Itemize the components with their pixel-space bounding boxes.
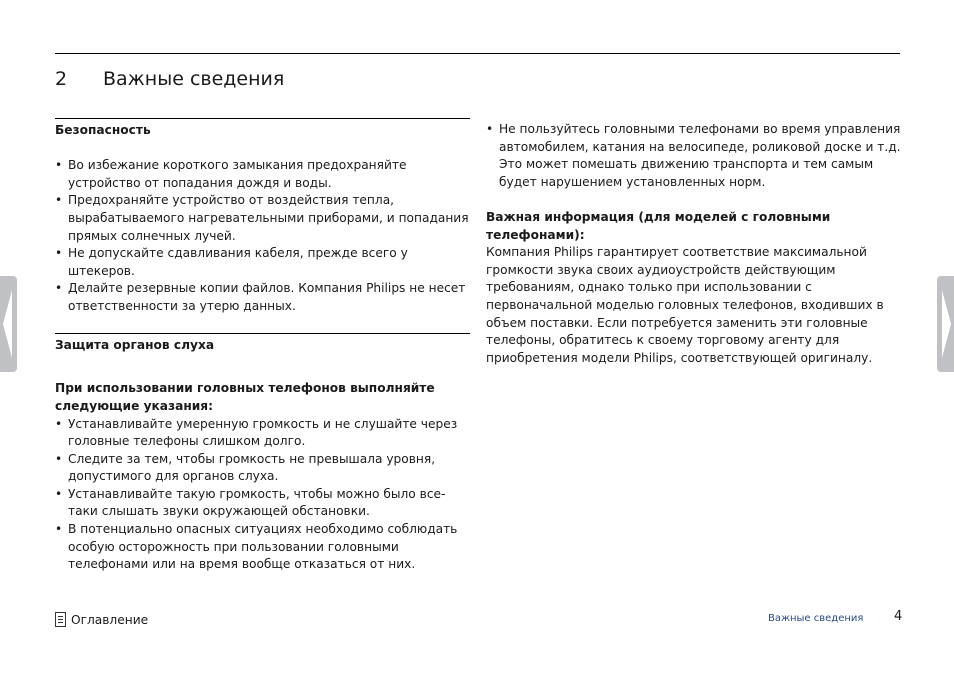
- safety-heading: Безопасность: [55, 123, 151, 137]
- safety-list: [55, 157, 470, 315]
- important-heading: Важная информация (для моделей с головными телефонами):: [486, 209, 831, 242]
- footer-section-link[interactable]: Важные сведения: [768, 613, 864, 624]
- prev-page-tab[interactable]: [0, 276, 17, 372]
- hearing-list: [55, 416, 470, 574]
- chapter-number: 2: [55, 68, 68, 90]
- list-item: • Предохраняйте устройство от воздействия тепла, вырабатываемого нагревательными приборами, и попадания прямых солнечных лучей.: [55, 192, 470, 245]
- toc-label: Оглавление: [71, 612, 149, 627]
- list-item: • Не допускайте сдавливания кабеля, прежде всего у штекеров.: [55, 245, 470, 280]
- section-rule: [55, 333, 470, 334]
- list-icon: [55, 612, 66, 627]
- list-item: • Устанавливайте умеренную громкость и не слушайте через головные телефоны слишком долго.: [55, 416, 470, 451]
- page-number: 4: [894, 609, 903, 624]
- driving-list: [486, 121, 901, 191]
- list-item: • Следите за тем, чтобы громкость не превышала уровня, допустимого для органов слуха.: [55, 451, 470, 486]
- hearing-subheading: При использовании головных телефонов выполняйте следующие указания:: [55, 381, 435, 413]
- list-item: • Во избежание короткого замыкания предохраняйте устройство от попадания дождя и воды.: [55, 157, 470, 192]
- list-item: • Не пользуйтесь головными телефонами во время управления автомобилем, катания на велосипеде, роликовой доске и т.д. Это может помешать движению транспорта и тем самым будет нарушением установленных норм.: [486, 121, 901, 191]
- chevron-right-icon: [937, 276, 954, 372]
- top-rule: [55, 53, 900, 54]
- list-item: • В потенциально опасных ситуациях необходимо соблюдать особую осторожность при пользовании головными телефонами или на время вообще отказаться от них.: [55, 521, 470, 574]
- chapter-heading: [55, 68, 284, 90]
- section-rule: [55, 118, 470, 119]
- left-column: [55, 118, 470, 574]
- list-item: • Делайте резервные копии файлов. Компания Philips не несет ответственности за утерю данных.: [55, 280, 470, 315]
- hearing-heading: Защита органов слуха: [55, 338, 215, 353]
- next-page-tab[interactable]: [937, 276, 954, 372]
- right-column: [486, 121, 901, 367]
- list-item: • Устанавливайте такую громкость, чтобы можно было все-таки слышать звуки окружающей обстановки.: [55, 486, 470, 521]
- toc-link[interactable]: [55, 612, 148, 627]
- chevron-left-icon: [0, 276, 17, 372]
- important-text: Компания Philips гарантирует соответствие максимальной громкости звука своих аудиоустройств действующим требованиям, однако только при использовании с первоначальной моделью головных телефонов, входивших в объем поставки. Если потребуется заменить эти головные телефоны, обратитесь к своему торговому агенту для приобретения модели Philips, соответствующей оригиналу.: [486, 245, 884, 365]
- chapter-title: Важные сведения: [103, 68, 285, 90]
